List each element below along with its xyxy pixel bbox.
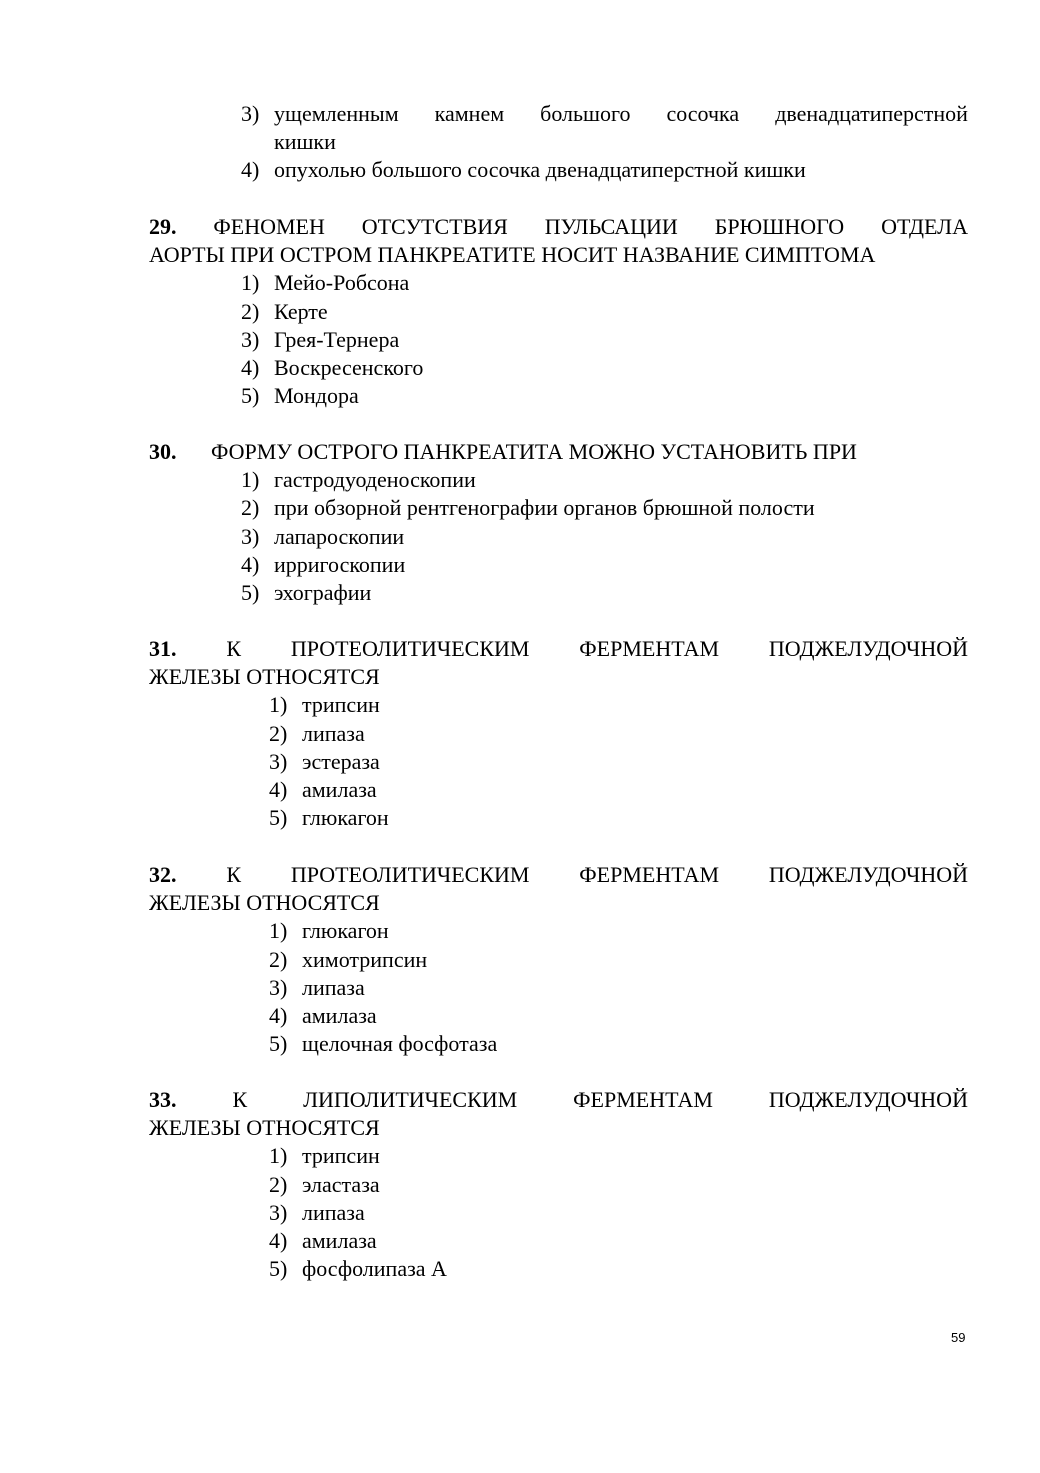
option-text: липаза (302, 1199, 365, 1225)
page-number: 59 (951, 1330, 966, 1345)
option-number: 2) (241, 495, 260, 521)
option-text: липаза (302, 974, 365, 1000)
option-number: 4) (241, 354, 260, 380)
question-30 (149, 438, 968, 607)
question-text-line: 32. К ПРОТЕОЛИТИЧЕСКИМ ФЕРМЕНТАМ ПОДЖЕЛУДОЧНОЙ (149, 861, 968, 889)
option-text: глюкагон (302, 805, 389, 831)
option-number: 3) (241, 523, 260, 549)
question-31 (149, 635, 968, 832)
option-number: 3) (241, 101, 260, 126)
option-number: 4) (269, 1227, 288, 1253)
option-text: лапароскопии (274, 523, 405, 549)
option-text: при обзорной рентгенографии органов брюшной полости (274, 495, 815, 521)
option-item (149, 748, 968, 776)
question-number: 31. (149, 636, 177, 661)
option-text: щелочная фосфотаза (302, 1031, 498, 1057)
option-text: химотрипсин (302, 946, 428, 972)
option-item (149, 326, 968, 354)
option-number: 1) (269, 918, 288, 944)
option-item (149, 804, 968, 832)
option-text: эхографии (274, 579, 372, 605)
option-item (149, 946, 968, 974)
option-item (149, 354, 968, 382)
option-item (149, 382, 968, 410)
option-text: эластаза (302, 1171, 380, 1197)
option-text: амилаза (302, 1227, 377, 1253)
option-item (149, 720, 968, 748)
option-text: Грея-Тернера (274, 326, 400, 352)
option-text: амилаза (302, 776, 377, 802)
option-number: 5) (241, 579, 260, 605)
option-item (149, 551, 968, 579)
option-item (149, 1030, 968, 1058)
option-item (149, 579, 968, 607)
option-number: 1) (269, 1143, 288, 1169)
option-text: глюкагон (302, 918, 389, 944)
option-item (149, 1255, 968, 1283)
option-number: 2) (269, 1171, 288, 1197)
option-text: фосфолипаза А (302, 1256, 447, 1282)
option-number: 5) (269, 805, 288, 831)
option-number: 2) (241, 298, 260, 324)
question-number: 33. (149, 1087, 177, 1112)
option-item (149, 523, 968, 551)
question-text-line: 33. К ЛИПОЛИТИЧЕСКИМ ФЕРМЕНТАМ ПОДЖЕЛУДОЧНОЙ (149, 1086, 968, 1114)
option-number: 5) (269, 1256, 288, 1282)
option-text: гастродуоденоскопии (274, 467, 476, 493)
option-number: 4) (241, 157, 260, 183)
question-text-line: 29. ФЕНОМЕН ОТСУТСТВИЯ ПУЛЬСАЦИИ БРЮШНОГО ОТДЕЛА (149, 213, 968, 241)
option-text: Воскресенского (274, 354, 424, 380)
question-32 (149, 861, 968, 1058)
option-text: амилаза (302, 1002, 377, 1028)
option-number: 4) (241, 551, 260, 577)
option-number: 1) (241, 270, 260, 296)
option-text: ирригоскопии (274, 551, 406, 577)
carryover-options (149, 100, 968, 185)
option-text: липаза (302, 720, 365, 746)
option-item (149, 466, 968, 494)
question-29 (149, 213, 968, 410)
option-number: 5) (241, 383, 260, 409)
option-text: Керте (274, 298, 328, 324)
option-number: 3) (269, 748, 288, 774)
question-text-line: ЖЕЛЕЗЫ ОТНОСЯТСЯ (149, 664, 380, 690)
option-item (149, 1002, 968, 1030)
option-number: 2) (269, 946, 288, 972)
option-number: 4) (269, 1002, 288, 1028)
question-text-line: 30. ФОРМУ ОСТРОГО ПАНКРЕАТИТА МОЖНО УСТАНОВИТЬ ПРИ (149, 438, 968, 466)
option-item (149, 974, 968, 1002)
option-number: 2) (269, 720, 288, 746)
option-item (149, 1171, 968, 1199)
question-text-line: ЖЕЛЕЗЫ ОТНОСЯТСЯ (149, 1115, 380, 1141)
option-item (149, 1227, 968, 1255)
option-item (149, 1142, 968, 1170)
option-text: эстераза (302, 748, 380, 774)
option-number: 4) (269, 776, 288, 802)
option-number: 1) (269, 692, 288, 718)
option-item (149, 691, 968, 719)
question-number: 29. (149, 214, 177, 239)
option-item (149, 100, 968, 128)
option-text-continuation: кишки (274, 129, 336, 155)
question-33 (149, 1086, 968, 1283)
option-number: 3) (269, 1199, 288, 1225)
option-text: Мондора (274, 383, 359, 409)
option-item (149, 269, 968, 297)
option-text: ущемленным камнем большого сосочка двенадцатиперстной (274, 101, 968, 126)
option-number: 3) (269, 974, 288, 1000)
option-number: 5) (269, 1031, 288, 1057)
option-number: 1) (241, 467, 260, 493)
option-item (149, 298, 968, 326)
option-number: 3) (241, 326, 260, 352)
option-item (149, 494, 968, 522)
question-number: 32. (149, 862, 177, 887)
option-item (149, 156, 968, 184)
option-text: трипсин (302, 692, 380, 718)
option-text: трипсин (302, 1143, 380, 1169)
option-item (149, 917, 968, 945)
question-text-line: ЖЕЛЕЗЫ ОТНОСЯТСЯ (149, 890, 380, 916)
option-item (149, 776, 968, 804)
question-text-line: 31. К ПРОТЕОЛИТИЧЕСКИМ ФЕРМЕНТАМ ПОДЖЕЛУДОЧНОЙ (149, 635, 968, 663)
question-text-line: АОРТЫ ПРИ ОСТРОМ ПАНКРЕАТИТЕ НОСИТ НАЗВАНИЕ СИМПТОМА (149, 242, 876, 268)
question-number: 30. (149, 439, 177, 464)
option-text: опухолью большого сосочка двенадцатиперстной кишки (274, 157, 806, 183)
option-item (149, 1199, 968, 1227)
option-text: Мейо-Робсона (274, 270, 410, 296)
